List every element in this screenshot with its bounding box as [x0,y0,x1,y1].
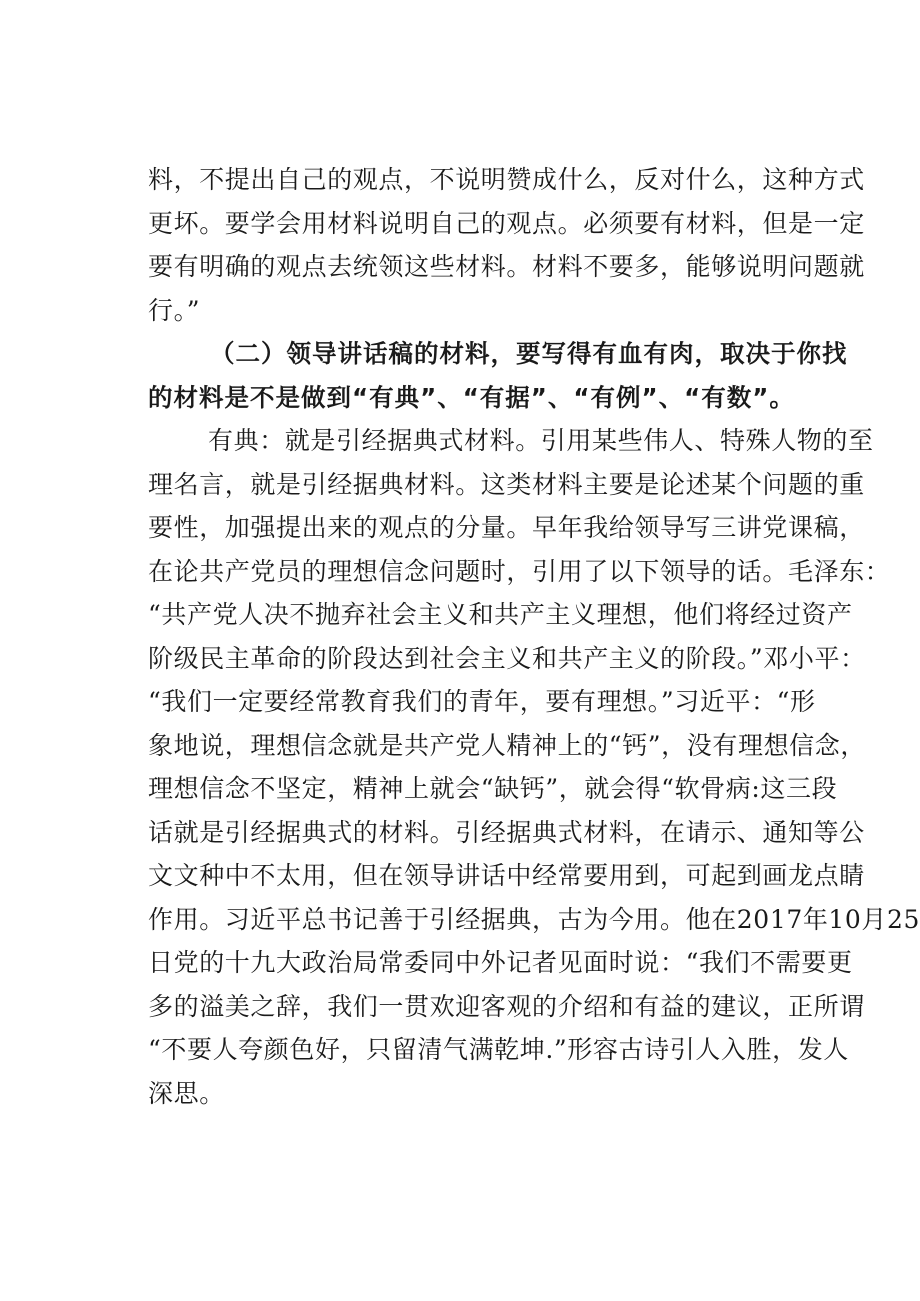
text-line: 文文种中不太用，但在领导讲话中经常要用到，可起到画龙点睛 [148,861,865,890]
text-line: 话就是引经据典式的材料。引经据典式材料，在请示、通知等公 [148,817,865,847]
section-heading [148,332,848,419]
text-line: 行。” [148,295,201,325]
text-line: 理想信念不坚定，精神上就会“缺钙”，就会得“软骨病:这三段 [148,774,838,803]
text-line: 更坏。要学会用材料说明自己的观点。必须要有材料，但是一定 [148,208,865,238]
text-line: 阶级民主革命的阶段达到社会主义和共产主义的阶段。”邓小平： [148,643,866,673]
text-line: 作用。习近平总书记善于引经据典，古为今用。他在2017年10月25 [148,904,920,934]
heading-line: 的材料是不是做到“有典”、“有据”、“有例”、“有数”。 [148,382,795,412]
text-line: 象地说，理想信念就是共产党人精神上的“钙”，没有理想信念， [148,730,866,760]
paragraph-body [148,419,920,1115]
text-line: “共产党人决不抛弃社会主义和共产主义理想，他们将经过资产 [148,600,853,629]
text-line: 料，不提出自己的观点，不说明赞成什么，反对什么，这种方式 [148,165,865,194]
text-line: 多的溢美之辞，我们一贯欢迎客观的介绍和有益的建议，正所谓 [148,991,865,1021]
text-line: 有典：就是引经据典式材料。引用某些伟人、特殊人物的至 [208,426,874,455]
text-line: 理名言，就是引经据典材料。这类材料主要是论述某个问题的重 [148,469,865,499]
text-line: 要性，加强提出来的观点的分量。早年我给领导写三讲党课稿， [148,513,865,542]
text-line: 要有明确的观点去统领这些材料。材料不要多，能够说明问题就 [148,252,865,281]
text-line: 深思。 [148,1078,225,1108]
text-line: 在论共产党员的理想信念问题时，引用了以下领导的话。毛泽东： [148,556,891,586]
paragraph-continuation [148,158,865,332]
text-line: 日党的十九大政治局常委同中外记者见面时说：“我们不需要更 [148,948,853,977]
document-page [148,158,920,1115]
heading-line: （二）领导讲话稿的材料，要写得有血有肉，取决于你找 [210,339,848,368]
text-line: “不要人夸颜色好，只留清气满乾坤.”形容古诗引人入胜，发人 [148,1035,849,1064]
text-line: “我们一定要经常教育我们的青年，要有理想。”习近平：“形 [148,687,816,716]
